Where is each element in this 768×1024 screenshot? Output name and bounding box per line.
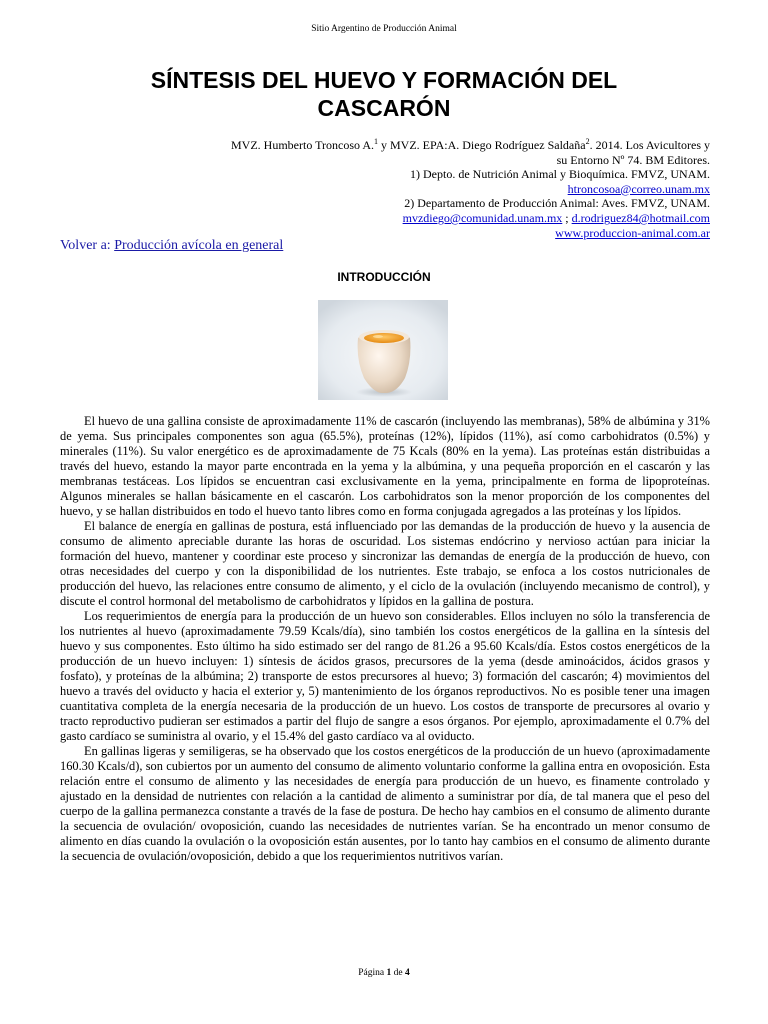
email-link-1[interactable]: htroncosoa@correo.unam.mx xyxy=(567,181,710,196)
author-line-1 xyxy=(180,138,710,153)
affiliation-1: 1) Depto. de Nutrición Animal y Bioquímica. FMVZ, UNAM. xyxy=(410,167,710,182)
article-body xyxy=(60,414,710,864)
author-2-name: y MVZ. EPA:A. Diego Rodríguez Saldaña xyxy=(378,138,586,152)
title-line-2: CASCARÓN xyxy=(317,95,451,121)
page-footer xyxy=(0,968,768,978)
website-link[interactable]: www.produccion-animal.com.ar xyxy=(555,225,710,240)
paragraph-2: El balance de energía en gallinas de postura, está influenciado por las demandas de la producción de huevo y la ausencia de consumo de alimento apreciable durante las horas de oscuridad. Los sistemas endócrino y nervioso actúan para iniciar la formación del huevo, mantener y coordinar este proceso y sincronizar las demandas de energía de la producción de huevo, con otras necesidades del cuerpo y con la disponibilidad de los nutrientes. Este trabajo, se enfoca a los costos nutricionales de producción del huevo, las relaciones entre consumo de alimento, y el ciclo de la ovulación (incluyendo mecanismo de control), y discute el control hormonal del metabolismo de carbohidratos y lípidos en la gallina de postura. xyxy=(60,519,710,608)
paragraph-3: Los requerimientos de energía para la producción de un huevo son considerables. Ellos incluyen no sólo la transferencia de los nutrientes al huevo (aproximadamente 79.59 Kcals/día), sino también los costos energéticos de la gallina en la síntesis del huevo y sus componentes. Esto último ha sido estimado ser del rango de 81.26 a 95.60 Kcals/día. Estos costos energéticos de la producción de un huevo incluyen: 1) síntesis de ácidos grasos, precursores de la yema (desde aminoácidos, ácidos grasos y fosfato), y proteínas de la albúmina; 2) transporte de estos precursores al huevo; 3) formación del cascarón; 4) movimientos del huevo a través del oviducto y hacia el exterior y, 5) mantenimiento de los órganos reproductivos. No es posible tener una imagen cuantitativa completa de la energía necesaria de la producción de un huevo. Los costos de transporte de precursores al ovario y tracto reproductivo pudieran ser estimados a partir del flujo de sangre a esos órganos. Por ejemplo, aproximadamente el 0.7% del gasto cardíaco se suministra al ovario, y el 15.4% del gasto cardíaco va al oviducto. xyxy=(60,609,710,743)
author-1-name: MVZ. Humberto Troncoso A. xyxy=(231,138,375,152)
page-number: 1 xyxy=(386,968,392,978)
author-1-affiliation-mark: 1 xyxy=(374,137,379,146)
egg-photo xyxy=(318,300,448,400)
page-of: de xyxy=(391,968,405,978)
page-title xyxy=(60,66,708,122)
email-separator: ; xyxy=(562,210,572,225)
title-line-1: SÍNTESIS DEL HUEVO Y FORMACIÓN DEL xyxy=(150,67,618,93)
page-total: 4 xyxy=(404,968,410,978)
email-link-3[interactable]: d.rodriguez84@hotmail.com xyxy=(571,210,710,225)
paragraph-4: En gallinas ligeras y semiligeras, se ha observado que los costos energéticos de la producción de un huevo (aproximadamente 160.30 Kcals/d), son cubiertos por un aumento del consumo de alimento voluntario conforme la gallina entra en ovoposición. Esta relación entre el consumo de alimento y las necesidades de energía para producción de un huevo, es finamente controlado y ajustado en la densidad de nutrientes con relación a la cantidad de alimento a suministrar por día, de tal manera que el peso del cuerpo de la gallina permanezca constante a través de la fase de postura. De hecho hay cambios en el consumo de alimento durante la secuencia de ovulación/ ovoposición, cuando las necesidades de nutrientes varían. Se ha encontrado un menor consumo de alimento en días cuando la ovulación o la ovoposición están ausentes, por lo tanto hay cambios en el consumo de alimento durante la secuencia de ovulación/ovoposición, debido a que los requerimientos nutritivos varían. xyxy=(60,744,710,863)
back-link[interactable]: Producción avícola en general xyxy=(114,238,284,253)
author-2-affiliation-mark: 2 xyxy=(585,137,590,146)
back-navigation xyxy=(60,238,283,254)
back-label: Volver a: xyxy=(60,238,115,253)
page-label: Página xyxy=(358,968,387,978)
citation-line-2: su Entorno Nº 74. BM Editores. xyxy=(556,152,710,167)
paragraph-1: El huevo de una gallina consiste de aproximadamente 11% de cascarón (incluyendo las membranas), 58% de albúmina y 31% de yema. Sus principales componentes son agua (65.5%), proteínas (12%), lípidos (11%), así como carbohidratos (0.5%) y minerales (11%). Su valor energético es de aproximadamente de 75 Kcals (80% en la yema). Las proteínas están distribuidas a través del huevo, estando la mayor parte encontrada en la yema y la albúmina, y una pequeña proporción en el cascarón y las membranas testáceas. Los lípidos se encuentran casi exclusivamente en la yema, principalmente en forma de lipoproteínas. Algunos minerales se hallan básicamente en el cascarón. Los carbohidratos son la menor proporción de los componentes del huevo, y se hallan distribuidos en todo el huevo tanto libres como en forma conjugada agregados a las proteínas y los lípidos. xyxy=(60,414,710,518)
email-link-2[interactable]: mvzdiego@comunidad.unam.mx xyxy=(402,210,563,225)
author-block xyxy=(180,138,710,240)
section-heading: INTRODUCCIÓN xyxy=(337,270,431,284)
affiliation-2: 2) Departamento de Producción Animal: Aves. FMVZ, UNAM. xyxy=(404,196,710,211)
citation-text: . 2014. Los Avicultores y xyxy=(589,138,710,152)
site-header: Sitio Argentino de Producción Animal xyxy=(311,24,457,34)
